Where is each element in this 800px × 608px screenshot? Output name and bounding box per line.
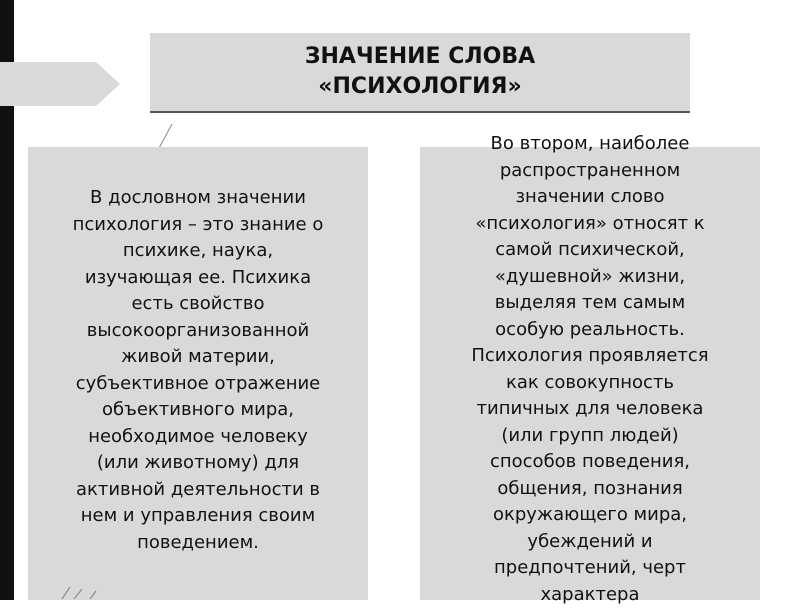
title-line-2: «ПСИХОЛОГИЯ» [318,72,521,102]
text-line: самой психической, [426,237,754,264]
text-line: субъективное отражение [36,371,360,398]
text-line: «психология» относят к [426,211,754,238]
text-line: характера [426,582,754,608]
common-meaning-text [426,131,754,608]
text-line: окружающего мира, [426,502,754,529]
text-line: В дословном значении [36,185,360,212]
text-line: выделяя тем самым [426,290,754,317]
arrow-tab-decoration [0,62,120,106]
text-line: общения, познания [426,476,754,503]
corner-scribble-decoration [60,585,110,600]
text-line: есть свойство [36,291,360,318]
text-line: активной деятельности в [36,477,360,504]
text-line: поведением. [36,530,360,557]
text-line: психике, наука, [36,238,360,265]
text-line: Во втором, наиболее [426,131,754,158]
common-meaning-card [420,147,760,600]
text-line: типичных для человека [426,396,754,423]
text-line: необходимое человеку [36,424,360,451]
text-line: психология – это знание о [36,212,360,239]
text-line: живой материи, [36,344,360,371]
literal-meaning-card [28,147,368,600]
text-line: распространенном [426,158,754,185]
text-line: (или групп людей) [426,423,754,450]
text-line: как совокупность [426,370,754,397]
text-line: Психология проявляется [426,343,754,370]
title-line-1: ЗНАЧЕНИЕ СЛОВА [305,42,535,72]
text-line: нем и управления своим [36,503,360,530]
text-line: «душевной» жизни, [426,264,754,291]
text-line: объективного мира, [36,397,360,424]
text-line: предпочтений, черт [426,555,754,582]
text-line: способов поведения, [426,449,754,476]
literal-meaning-text [36,185,360,556]
text-line: (или животному) для [36,450,360,477]
slide-title [150,33,690,113]
text-line: изучающая ее. Психика [36,265,360,292]
text-line: особую реальность. [426,317,754,344]
text-line: значении слово [426,184,754,211]
text-line: убеждений и [426,529,754,556]
text-line: высокоорганизованной [36,318,360,345]
